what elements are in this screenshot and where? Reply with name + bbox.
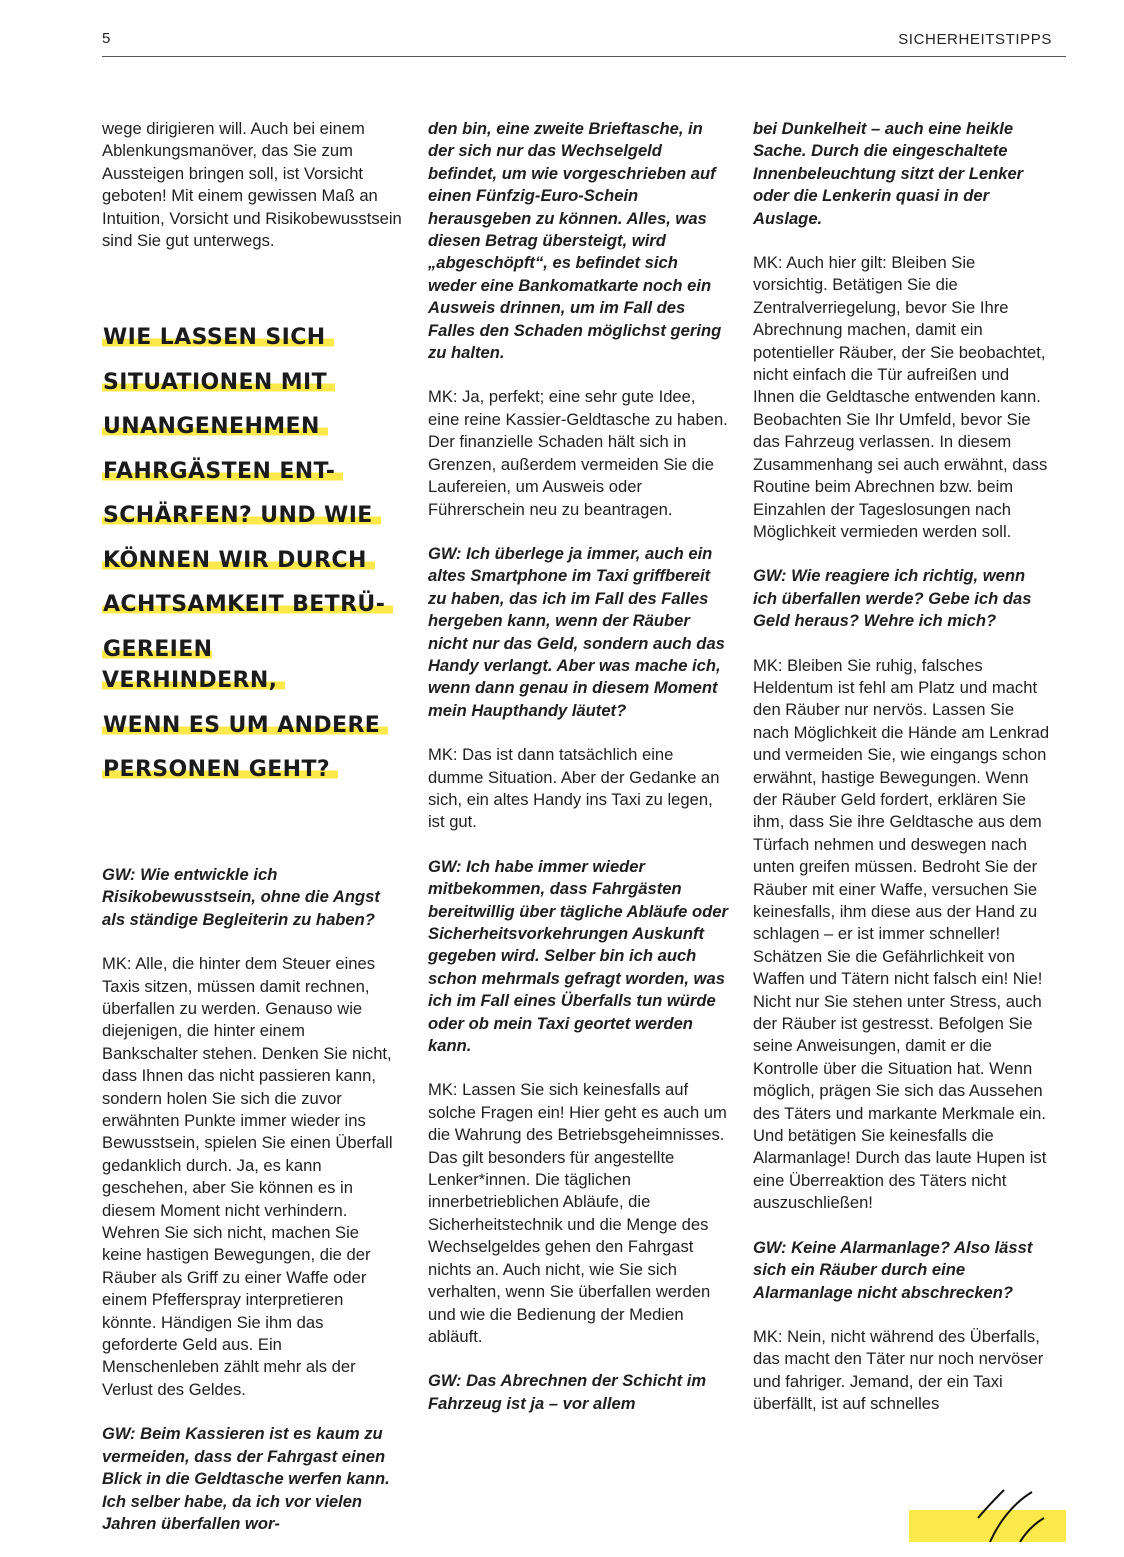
headline-line: UNANGENEHMEN <box>102 414 328 439</box>
headline-line: WENN ES UM ANDERE <box>102 713 388 738</box>
headline-line: ACHTSAMKEIT BETRÜ- <box>102 592 393 617</box>
column-2 <box>428 118 728 1437</box>
question-paragraph: GW: Wie entwickle ich Risikobewusstsein, ohne die Angst als ständige Begleiterin zu haben? <box>102 864 380 929</box>
question-paragraph: GW: Ich überlege ja immer, auch ein altes Smartphone im Taxi griffbereit zu haben, das ich im Fall des Falles hergeben kann, wenn der Räuber nicht nur das Geld, sondern auch das Handy verlangt. Aber was mache ich, wenn dann genau in diesem Moment mein Haupthandy läutet? <box>428 543 725 720</box>
page-number: 5 <box>102 30 111 47</box>
intro-paragraph: wege dirigieren will. Auch bei einem Ablenkungsmanöver, das Sie zum Aussteigen bringen soll, ist Vorsicht geboten! Mit einem gewissen Maß an Intuition, Vorsicht und Risikobewusstsein sind Sie gut unterwegs. <box>102 119 402 251</box>
headline-line: KÖNNEN WIR DURCH <box>102 548 375 573</box>
answer-paragraph: MK: Auch hier gilt: Bleiben Sie vorsichtig. Betätigen Sie die Zentralverriegelung, bevor Sie Ihre Abrechnung machen, damit ein potentieller Räuber, der Sie beobachtet, nicht einfach die Tür aufreißen und Ihnen die Geldtasche entwenden kann. Beobachten Sie Ihr Umfeld, bevor Sie das Fahrzeug verlassen. In diesem Zusammenhang sei auch erwähnt, dass Routine beim Abrechnen bzw. beim Einzahlen der Tageslosungen nach Möglichkeit vermieden werden soll. <box>753 253 1048 541</box>
question-paragraph: GW: Keine Alarmanlage? Also lässt sich ein Räuber durch eine Alarmanlage nicht abschrecken? <box>753 1237 1033 1302</box>
column-3 <box>753 118 1053 1438</box>
question-paragraph: GW: Beim Kassieren ist es kaum zu vermeiden, dass der Fahrgast einen Blick in die Geldtasche werfen kann. Ich selber habe, da ich vor vielen Jahren überfallen wor- <box>102 1424 390 1533</box>
question-paragraph: den bin, eine zweite Brieftasche, in der sich nur das Wechselgeld befindet, um wie vorgeschrieben auf einen Fünfzig-Euro-Schein herausgeben zu können. Alles, was diesen Betrag übersteigt, wird „abgeschöpft“, es befindet sich weder eine Bankomatkarte noch ein Ausweis drinnen, um im Fall des Falles den Schaden möglichst gering zu halten. <box>428 119 722 363</box>
question-paragraph: GW: Das Abrechnen der Schicht im Fahrzeug ist ja – vor allem <box>428 1371 707 1413</box>
headline-line: FAHRGÄSTEN ENT- <box>102 459 343 484</box>
headline-line: WIE LASSEN SICH <box>102 325 334 350</box>
swoosh-decoration-icon <box>960 1478 1070 1542</box>
answer-paragraph: MK: Lassen Sie sich keinesfalls auf solche Fragen ein! Hier geht es auch um die Wahrung des Betriebsgeheimnisses. Das gilt besonders für angestellte Lenker*innen. Die täglichen innerbetrieblichen Abläufe, die Sicherheitstechnik und die Menge des Wechselgeldes gehen den Fahrgast nichts an. Auch nicht, wie Sie sich verhalten, wenn Sie überfallen werden und wie die Bedienung der Medien abläuft. <box>428 1080 727 1346</box>
answer-paragraph: MK: Das ist dann tatsächlich eine dumme Situation. Aber der Gedanke an sich, ein altes Handy ins Taxi zu legen, ist gut. <box>428 745 720 832</box>
page-header <box>102 30 1066 57</box>
headline-line: SCHÄRFEN? UND WIE <box>102 503 381 528</box>
section-headline <box>102 322 402 786</box>
question-paragraph: GW: Ich habe immer wieder mitbekommen, dass Fahrgästen bereitwillig über tägliche Abläufe oder Sicherheitsvorkehrungen Auskunft gegeben wird. Selber bin ich auch schon mehrmals gefragt worden, was ich im Fall eines Überfalls tun würde oder ob mein Taxi geortet werden kann. <box>428 856 728 1056</box>
question-paragraph: GW: Wie reagiere ich richtig, wenn ich überfallen werde? Gebe ich das Geld heraus? Wehre ich mich? <box>753 566 1032 631</box>
column-1 <box>102 118 402 1557</box>
headline-line: GEREIEN VERHINDERN, <box>102 637 285 694</box>
section-title: SICHERHEITSTIPPS <box>898 31 1052 48</box>
answer-paragraph: MK: Alle, die hinter dem Steuer eines Taxis sitzen, müssen damit rechnen, überfallen zu werden. Genauso wie diejenigen, die hinter einem Bankschalter stehen. Denken Sie nicht, dass Ihnen das nicht passieren kann, sondern holen Sie sich die zuvor erwähnten Punkte immer wieder ins Bewusstsein, spielen Sie einen Überfall gedanklich durch. Ja, es kann geschehen, aber Sie können es in diesem Moment nicht verhindern. Wehren Sie sich nicht, machen Sie keine hastigen Bewegungen, die der Räuber als Griff zu einer Waffe oder einem Pfefferspray interpretieren könnte. Händigen Sie ihm das geforderte Geld aus. Ein Menschenleben zählt mehr als der Verlust des Geldes. <box>102 954 393 1399</box>
headline-line: PERSONEN GEHT? <box>102 757 338 782</box>
answer-paragraph: MK: Bleiben Sie ruhig, falsches Heldentum ist fehl am Platz und macht den Räuber nur nervös. Lassen Sie nach Möglichkeit die Hände am Lenkrad und vermeiden Sie, wie eingangs schon erwähnt, hastige Bewegungen. Wenn der Räuber Geld fordert, erklären Sie ihm, dass Sie ihre Geldtasche aus dem Türfach nehmen und deswegen nach unten greifen müssen. Bedroht Sie der Räuber mit einer Waffe, versuchen Sie keinesfalls, ihm diese aus der Hand zu schlagen – er ist immer schneller! Schätzen Sie die Gefährlichkeit von Waffen und Tätern nicht falsch ein! Nie! Nicht nur Sie stehen unter Stress, auch der Räuber ist gestresst. Befolgen Sie seine Anweisungen, damit er die Kontrolle über die Situation hat. Wenn möglich, prägen Sie sich das Aussehen des Täters und markante Merkmale ein. Und betätigen Sie keinesfalls die Alarmanlage! Durch das laute Hupen ist eine Überreaktion des Täters nicht auszuschließen! <box>753 655 1050 1213</box>
answer-paragraph: MK: Nein, nicht während des Überfalls, das macht den Täter nur noch nervöser und fahriger. Jemand, der ein Taxi überfällt, ist auf schnelles <box>753 1326 1044 1414</box>
answer-paragraph: MK: Ja, perfekt; eine sehr gute Idee, eine reine Kassier-Geldtasche zu haben. Der finanzielle Schaden hält sich in Grenzen, außerdem vermeiden Sie die Laufereien, um Ausweis oder Führerschein neu zu beantragen. <box>428 387 728 519</box>
headline-line: SITUATIONEN MIT <box>102 370 335 395</box>
question-paragraph: bei Dunkelheit – auch eine heikle Sache. Durch die eingeschaltete Innenbeleuchtung sitzt der Lenker oder die Lenkerin quasi in der Auslage. <box>753 119 1024 228</box>
